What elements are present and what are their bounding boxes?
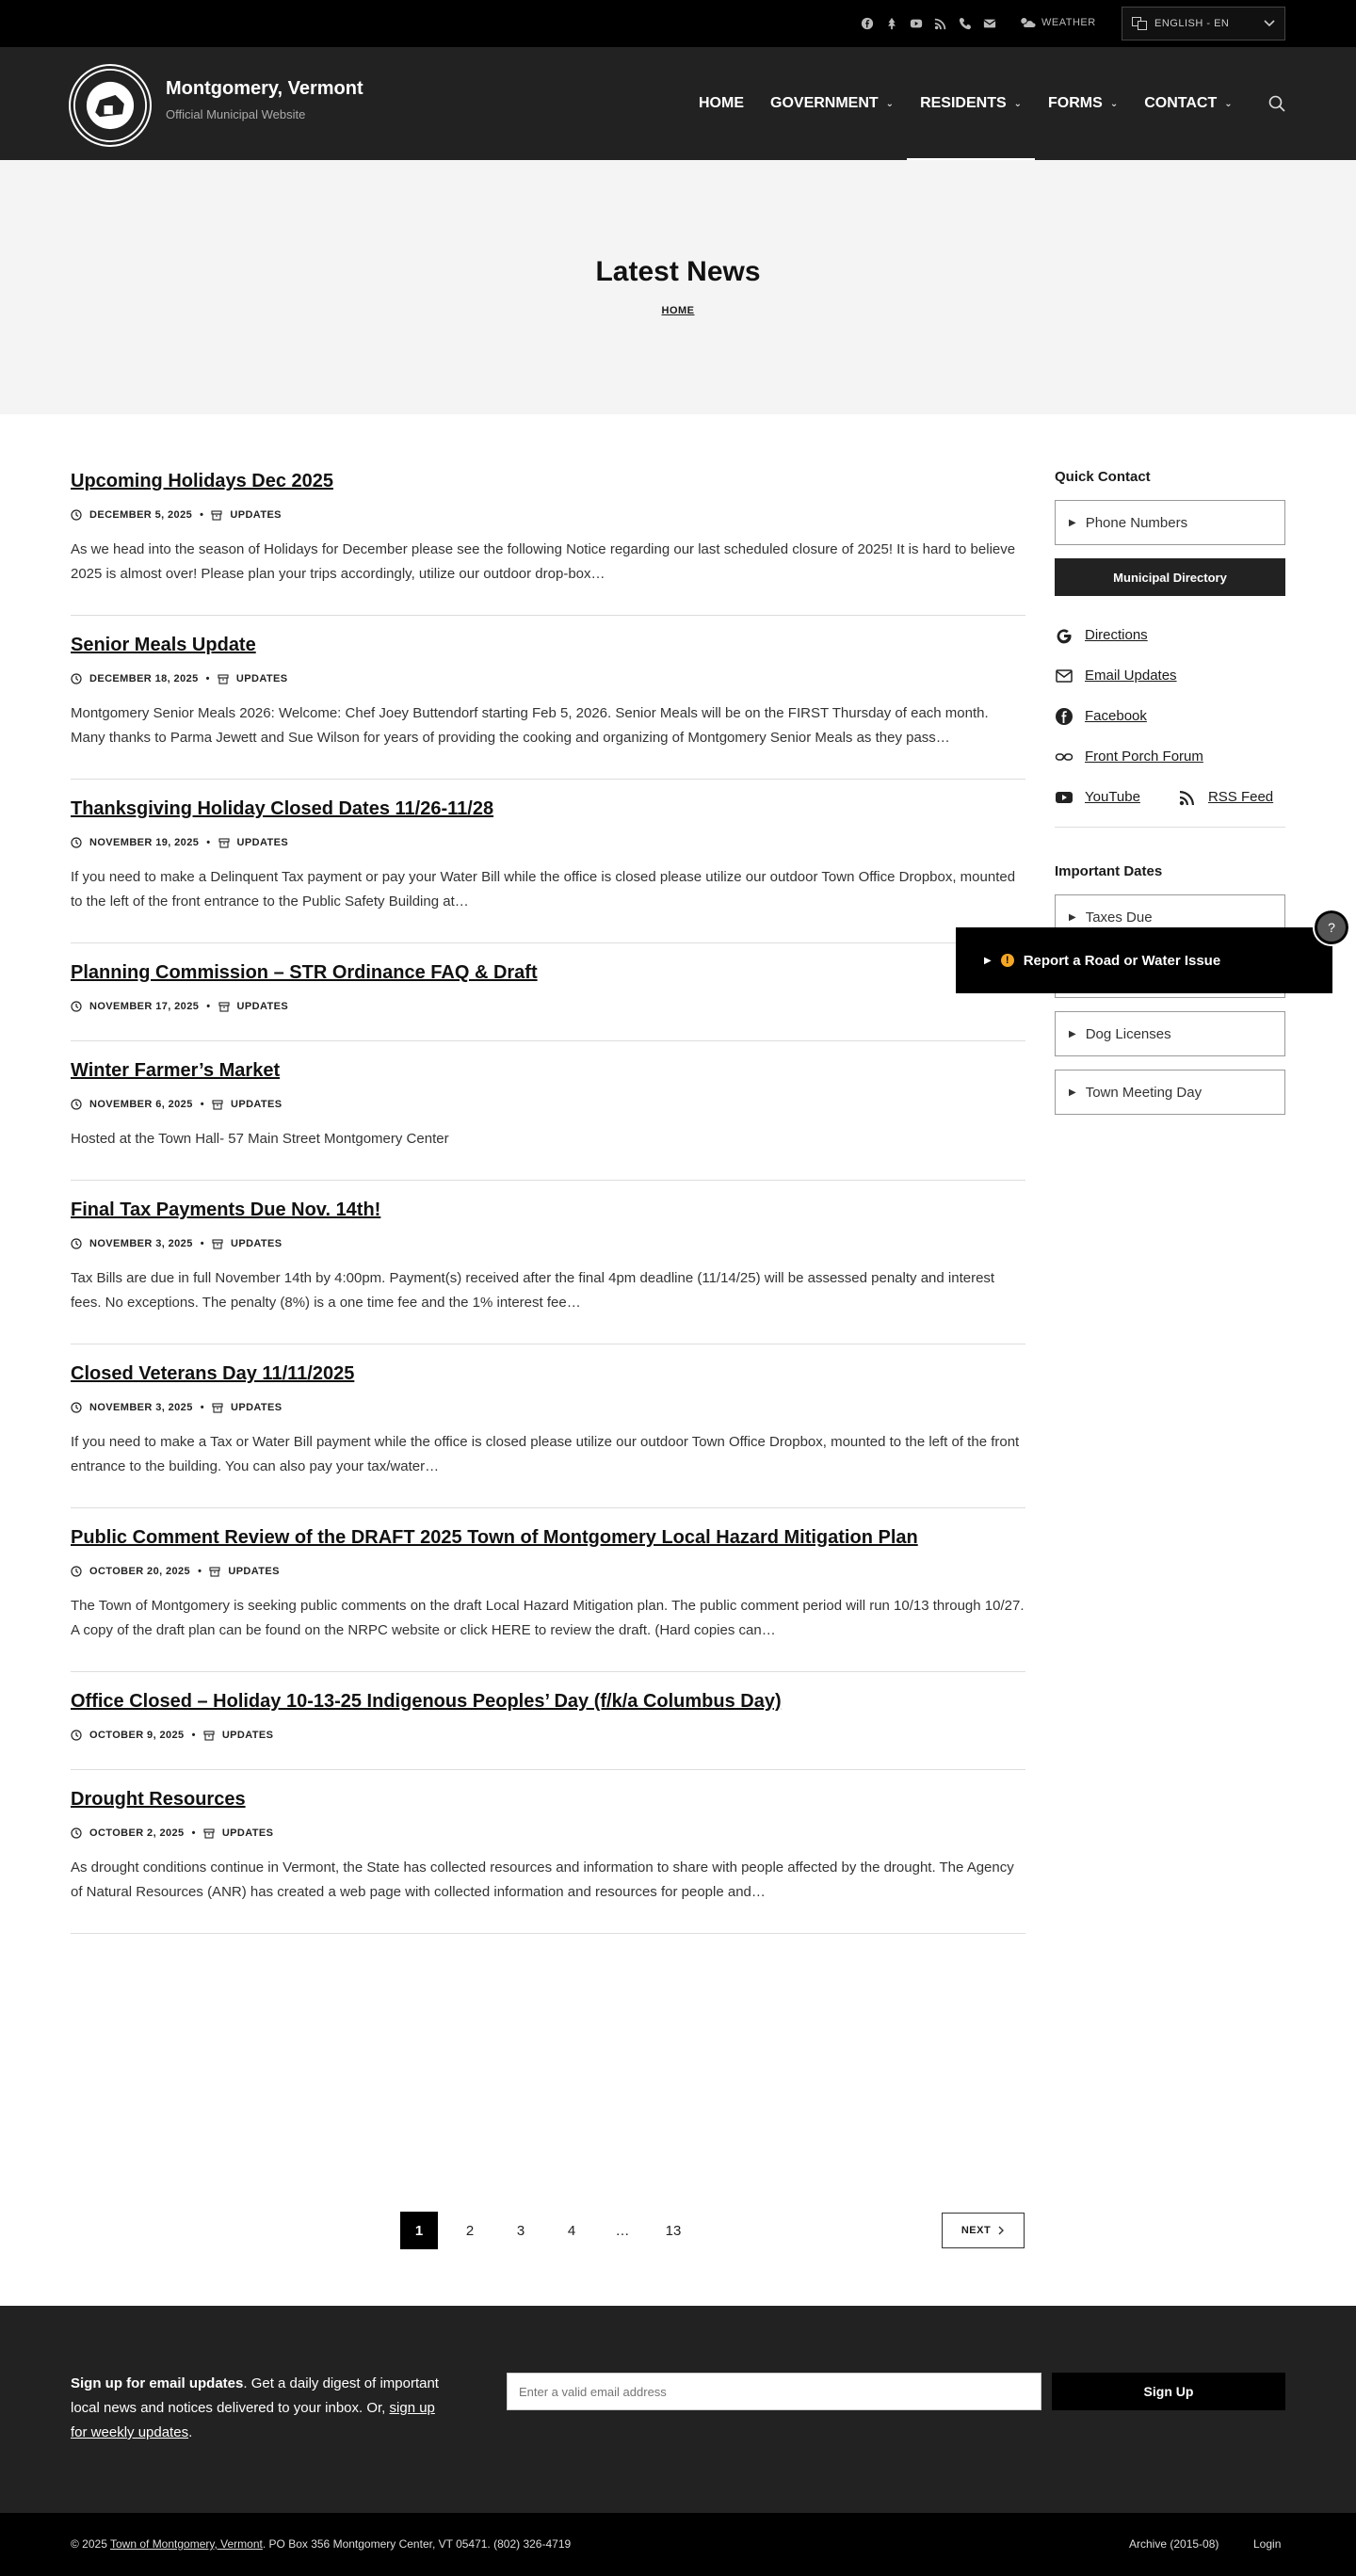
chevron-down-icon: ⌄ xyxy=(1109,98,1119,109)
taxes-due-label: Taxes Due xyxy=(1085,909,1153,926)
archive-icon xyxy=(218,1001,230,1012)
town-seal-logo[interactable] xyxy=(71,66,150,145)
chevron-down-icon: ⌄ xyxy=(1224,98,1233,109)
youtube-label: YouTube xyxy=(1085,789,1140,805)
email-updates-link[interactable] xyxy=(1055,655,1285,696)
phone-icon[interactable] xyxy=(957,15,974,32)
copyright-prefix: © 2025 xyxy=(71,2537,110,2551)
pagination-ellipsis: … xyxy=(615,2222,630,2239)
chevron-right-icon xyxy=(998,2226,1005,2235)
triangle-right-icon: ▶ xyxy=(984,955,992,966)
archive-link[interactable]: Archive (2015-08) xyxy=(1129,2537,1219,2551)
login-link[interactable]: Login xyxy=(1253,2537,1282,2551)
post-date: NOVEMBER 6, 2025 xyxy=(89,1099,193,1110)
meta-separator: • xyxy=(198,1566,202,1577)
post-meta xyxy=(71,837,1025,848)
post-excerpt: Hosted at the Town Hall- 57 Main Street Montgomery Center xyxy=(71,1131,449,1147)
signup-body: . Get a daily digest of important local news and notices delivered to your inbox. Or, xyxy=(71,2375,439,2416)
translate-icon xyxy=(1132,17,1147,30)
post-excerpt: If you need to make a Delinquent Tax payment or pay your Water Bill while the office is closed please utilize our outdoor Town Office Dropbox, mounted to the left of the front entrance to the Public Safety Building at… xyxy=(71,869,1016,910)
post-item xyxy=(71,1770,1025,1934)
warning-icon: ! xyxy=(1001,954,1014,967)
post-category[interactable]: UPDATES xyxy=(230,1402,282,1413)
post-category[interactable]: UPDATES xyxy=(230,509,282,521)
post-meta xyxy=(71,1402,1025,1413)
post-title[interactable]: Office Closed – Holiday 10-13-25 Indigenous Peoples’ Day (f/k/a Columbus Day) xyxy=(71,1691,782,1712)
search-button[interactable] xyxy=(1267,94,1286,113)
clock-icon xyxy=(71,1730,82,1741)
next-page-button[interactable] xyxy=(942,2213,1025,2248)
front-porch-label: Front Porch Forum xyxy=(1085,749,1203,765)
clock-icon xyxy=(71,1001,82,1012)
archive-icon xyxy=(203,1730,215,1741)
meta-separator: • xyxy=(206,1001,211,1012)
post-meta xyxy=(71,509,1025,521)
facebook-icon xyxy=(1055,707,1074,726)
signup-end: . xyxy=(188,2424,193,2440)
next-label: NEXT xyxy=(960,2225,992,2236)
post-category[interactable]: UPDATES xyxy=(230,1238,282,1249)
clock-icon xyxy=(71,1238,82,1249)
youtube-link[interactable] xyxy=(1055,777,1140,817)
clock-icon xyxy=(71,1402,82,1413)
facebook-icon[interactable] xyxy=(859,15,876,32)
post-category[interactable]: UPDATES xyxy=(230,1099,282,1110)
weekly-updates-link[interactable]: sign up for weekly updates xyxy=(71,2400,435,2440)
chevron-down-icon: ⌄ xyxy=(885,98,895,109)
archive-icon xyxy=(218,673,229,684)
page-button[interactable]: 3 xyxy=(516,2222,525,2239)
post-category[interactable]: UPDATES xyxy=(221,1827,274,1839)
youtube-icon[interactable] xyxy=(908,15,925,32)
footer-address: . PO Box 356 Montgomery Center, VT 05471. (802) 326-4719 xyxy=(262,2537,572,2551)
archive-icon xyxy=(218,837,230,848)
top-bar xyxy=(0,0,1356,47)
page-button[interactable]: 1 xyxy=(400,2212,438,2249)
quick-contact-heading: Quick Contact xyxy=(1055,469,1151,485)
post-excerpt: As we head into the season of Holidays for December please see the following Notice regarding our last scheduled closure of 2025! It is hard to believe 2025 is almost over! Please plan your trips accordingly, utilize our outdoor drop-box… xyxy=(71,541,1016,582)
archive-icon xyxy=(203,1827,215,1839)
post-title[interactable]: Upcoming Holidays Dec 2025 xyxy=(71,471,333,491)
meta-separator: • xyxy=(200,509,204,521)
post-meta xyxy=(71,1099,1025,1110)
post-item xyxy=(71,616,1025,780)
post-item xyxy=(71,943,1025,1041)
post-title[interactable]: Planning Commission – STR Ordinance FAQ & Draft xyxy=(71,962,538,983)
tree-icon[interactable] xyxy=(883,15,900,32)
main-nav xyxy=(686,47,1246,160)
post-list xyxy=(71,452,1025,1934)
rss-icon[interactable] xyxy=(932,15,949,32)
post-category[interactable]: UPDATES xyxy=(221,1730,274,1741)
pagination xyxy=(400,2212,692,2249)
archive-icon xyxy=(212,1099,223,1110)
breadcrumb-home[interactable]: HOME xyxy=(661,305,695,316)
signup-bold: Sign up for email updates xyxy=(71,2375,244,2391)
post-meta xyxy=(71,1827,1025,1839)
post-meta xyxy=(71,673,1025,684)
triangle-right-icon: ▶ xyxy=(1069,1087,1076,1098)
town-meeting-day-accordion[interactable] xyxy=(1055,1070,1285,1115)
meta-separator: • xyxy=(200,1238,204,1249)
post-meta xyxy=(71,1238,1025,1249)
clock-icon xyxy=(71,509,82,521)
rss-icon xyxy=(1178,788,1197,807)
youtube-icon xyxy=(1055,788,1074,807)
post-item xyxy=(71,452,1025,616)
post-date: NOVEMBER 19, 2025 xyxy=(89,837,200,848)
nav-contact[interactable] xyxy=(1131,47,1245,160)
dog-licenses-label: Dog Licenses xyxy=(1085,1025,1171,1042)
post-title[interactable]: Closed Veterans Day 11/11/2025 xyxy=(71,1363,355,1384)
post-category[interactable]: UPDATES xyxy=(236,837,289,848)
post-excerpt: If you need to make a Tax or Water Bill payment while the office is closed please utilize our outdoor Town Office Dropbox, mounted to the left of the front entrance to the building. You can also pay your tax/water… xyxy=(71,1434,1020,1474)
directions-link[interactable] xyxy=(1055,615,1285,655)
link-icon xyxy=(1055,748,1074,766)
rss-feed-label: RSS Feed xyxy=(1207,789,1274,805)
clock-icon xyxy=(71,1099,82,1110)
chevron-down-icon xyxy=(1264,20,1275,27)
rss-feed-link[interactable] xyxy=(1178,777,1273,817)
archive-icon xyxy=(212,1402,223,1413)
nav-government-label: GOVERNMENT xyxy=(770,95,879,111)
directions-label: Directions xyxy=(1085,627,1148,643)
post-meta xyxy=(71,1001,1025,1012)
post-meta xyxy=(71,1730,1025,1741)
archive-icon xyxy=(212,1238,223,1249)
clock-icon xyxy=(71,837,82,848)
post-item xyxy=(71,1672,1025,1770)
clock-icon xyxy=(71,1827,82,1839)
post-excerpt: The Town of Montgomery is seeking public comments on the draft Local Hazard Mitigation plan. The public comment period will run 10/13 through 10/27. A copy of the draft plan can be found on the NRPC website or click HERE to review the draft. (Hard copies can… xyxy=(71,1598,1025,1638)
social-icons xyxy=(859,15,998,32)
google-icon xyxy=(1055,626,1074,645)
page-button[interactable]: 4 xyxy=(567,2222,576,2239)
sign-up-button[interactable]: Sign Up xyxy=(1052,2373,1285,2410)
site-title[interactable]: Montgomery, Vermont xyxy=(166,78,363,99)
meta-separator: • xyxy=(206,837,211,848)
post-category[interactable]: UPDATES xyxy=(236,1001,289,1012)
triangle-right-icon: ▶ xyxy=(1069,517,1076,528)
post-excerpt: Montgomery Senior Meals 2026: Welcome: Chef Joey Buttendorf starting Feb 5, 2026. Senior Meals will be on the FIRST Thursday of each month. Many thanks to Parma Jewett and Sue Wilson for years of providing the cooking and organizing of Montgomery Senior Meals as they pass… xyxy=(71,705,989,746)
post-item xyxy=(71,1041,1025,1181)
triangle-right-icon: ▶ xyxy=(1069,911,1076,923)
municipal-directory-button[interactable]: Municipal Directory xyxy=(1055,558,1285,596)
post-excerpt: As drought conditions continue in Vermont, the State has collected resources and information to share with people affected by the drought. The Agency of Natural Resources (ANR) has created a web page with collected information and resources for people and… xyxy=(71,1860,1014,1900)
town-link[interactable]: Town of Montgomery, Vermont xyxy=(110,2537,263,2551)
email-input[interactable] xyxy=(507,2373,1041,2410)
meta-separator: • xyxy=(200,1402,204,1413)
nav-residents[interactable] xyxy=(907,47,1035,160)
post-item xyxy=(71,1508,1025,1672)
post-title[interactable]: Thanksgiving Holiday Closed Dates 11/26-11/28 xyxy=(71,798,494,819)
dog-licenses-accordion[interactable] xyxy=(1055,1011,1285,1056)
report-issue-button[interactable] xyxy=(956,927,1332,993)
post-title[interactable]: Winter Farmer’s Market xyxy=(71,1060,281,1081)
nav-forms[interactable] xyxy=(1035,47,1131,160)
post-title[interactable]: Final Tax Payments Due Nov. 14th! xyxy=(71,1199,381,1220)
email-icon xyxy=(1055,667,1074,685)
email-icon[interactable] xyxy=(981,15,998,32)
post-date: OCTOBER 2, 2025 xyxy=(89,1827,185,1839)
weather-link[interactable] xyxy=(1019,15,1096,30)
language-select[interactable] xyxy=(1122,7,1285,40)
front-porch-forum-link[interactable] xyxy=(1055,736,1285,777)
email-signup-section xyxy=(0,2306,1356,2513)
report-issue-label: Report a Road or Water Issue xyxy=(1023,952,1221,969)
meta-separator: • xyxy=(191,1730,196,1741)
site-tagline: Official Municipal Website xyxy=(166,107,306,121)
clock-icon xyxy=(71,673,82,684)
phone-numbers-label: Phone Numbers xyxy=(1085,514,1188,531)
post-item xyxy=(71,1181,1025,1344)
archive-icon xyxy=(209,1566,220,1577)
copyright xyxy=(71,2537,571,2551)
facebook-link[interactable] xyxy=(1055,696,1285,736)
post-date: OCTOBER 9, 2025 xyxy=(89,1730,185,1741)
quick-links xyxy=(1055,615,1285,817)
language-label: ENGLISH - EN xyxy=(1154,18,1230,29)
nav-home-label: HOME xyxy=(699,95,744,111)
page-button[interactable]: 2 xyxy=(465,2222,475,2239)
nav-government[interactable] xyxy=(757,47,907,160)
site-header xyxy=(0,47,1356,160)
meta-separator: • xyxy=(191,1827,196,1839)
post-title[interactable]: Senior Meals Update xyxy=(71,635,256,655)
post-date: NOVEMBER 3, 2025 xyxy=(89,1402,193,1413)
media-links-row xyxy=(1055,777,1285,817)
sidebar-divider xyxy=(1055,827,1285,828)
weather-label: WEATHER xyxy=(1041,17,1096,28)
nav-contact-label: CONTACT xyxy=(1144,95,1218,111)
post-category[interactable]: UPDATES xyxy=(228,1566,280,1577)
post-date: DECEMBER 5, 2025 xyxy=(89,509,193,521)
post-title[interactable]: Drought Resources xyxy=(71,1789,246,1810)
chevron-down-icon: ⌄ xyxy=(1013,98,1023,109)
post-excerpt: Tax Bills are due in full November 14th by 4:00pm. Payment(s) received after the final 4pm deadline (11/14/25) will be assessed penalty and interest fees. No exceptions. The penalty (8%) is a one time fee and the 1% interest fee… xyxy=(71,1270,995,1311)
page-hero xyxy=(0,160,1356,414)
post-date: NOVEMBER 17, 2025 xyxy=(89,1001,200,1012)
post-title[interactable]: Public Comment Review of the DRAFT 2025 Town of Montgomery Local Hazard Mitigation Plan xyxy=(71,1527,918,1548)
phone-numbers-accordion[interactable] xyxy=(1055,500,1285,545)
nav-home[interactable] xyxy=(686,47,757,160)
site-footer xyxy=(0,2513,1356,2576)
post-date: DECEMBER 18, 2025 xyxy=(89,673,199,684)
cloud-sun-icon xyxy=(1019,15,1036,30)
meta-separator: • xyxy=(200,1099,204,1110)
nav-forms-label: FORMS xyxy=(1048,95,1103,111)
important-dates-heading: Important Dates xyxy=(1055,863,1163,879)
post-date: NOVEMBER 3, 2025 xyxy=(89,1238,193,1249)
nav-residents-label: RESIDENTS xyxy=(920,95,1007,111)
town-meeting-day-label: Town Meeting Day xyxy=(1085,1084,1203,1101)
signup-text xyxy=(71,2372,447,2445)
email-updates-label: Email Updates xyxy=(1085,668,1177,684)
archive-icon xyxy=(211,509,222,521)
post-category[interactable]: UPDATES xyxy=(235,673,288,684)
triangle-right-icon: ▶ xyxy=(1069,1028,1076,1039)
post-meta xyxy=(71,1566,1025,1577)
page-title: Latest News xyxy=(595,256,761,287)
clock-icon xyxy=(71,1566,82,1577)
sidebar xyxy=(1055,469,1285,1128)
post-item xyxy=(71,780,1025,943)
post-date: OCTOBER 20, 2025 xyxy=(89,1566,191,1577)
post-item xyxy=(71,1344,1025,1508)
search-icon xyxy=(1267,94,1286,113)
page-button[interactable]: 13 xyxy=(665,2222,682,2239)
meta-separator: • xyxy=(205,673,210,684)
facebook-label: Facebook xyxy=(1085,708,1147,724)
help-button[interactable]: ? xyxy=(1315,910,1348,944)
